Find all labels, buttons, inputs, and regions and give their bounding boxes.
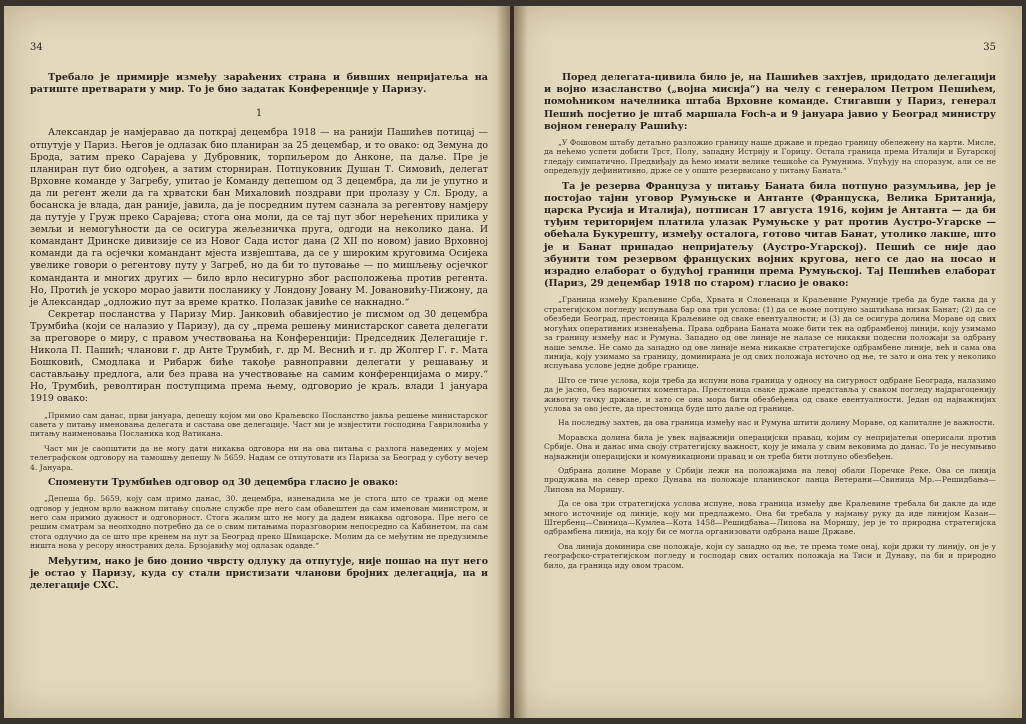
right-quote: На последњу захтев, да ова граница између нас и Румуна штити долину Мораве, од капиталне је важности.	[558, 418, 995, 428]
left-quote: „Примио сам данас, први јануара, депешу којом ми ово Краљевско Посланство јавља решење министарског савета у питању именовања делегата и састава ове делегације. Част ми је извјестити господина Гавриловића у питању наименовања Посланика код Ватикана.	[30, 410, 488, 439]
right-page-content	[544, 42, 996, 575]
right-quote: Моравска долина била је увек најважнији операцијски правац, којим су непријатељи оперисали против Србије. Она и данас има своју стратегијску важност, коју је имала у свим вековима до данас. То је несумњиво најважнији операцијски и комуникациони правац и он треба бити потпуно обезбеђен.	[544, 432, 996, 461]
left-paragraph-spomenuti: Споменути Трумбићев одговор од 30 децембра гласио је овако:	[48, 477, 399, 488]
right-page-number: 35	[983, 42, 996, 53]
left-intro-paragraph: Требало је примирје између зараћених страна и бивших непријатеља на ратиште претварати у мир. То је био задатак Конференције у Паризу.	[30, 72, 488, 96]
left-paragraph: Секретар посланства у Паризу Мир. Јанковић обавијестио је писмом од 30 децембра Трумбића (који се налазио у Паризу), да су „према решењу министарског савета делегати за преговоре о миру, с правом учествовања на Конференцији: Председник Делегације г. Никола П. Пашић; чланови г. др Анте Трумбић, г. др М. Веснић и г. др Жолгер Г. г. Мата Бошковић, Смодлака и Рибарж биће такође равноправни делегати у решавању и састављању предлога, али без права на учествовање на самим конференцијама о миру.“ Но, Трумбић, револтиран поступцима према њему, одговорио је краљ. влади 1 јануара 1919 овако:	[30, 308, 488, 405]
book-gutter	[496, 6, 528, 718]
right-quote: Ова линија доминира све положаје, који су западно од ње, те према томе онај, који држи ту линију, он је у географско-стратегијском погледу и господар свих осталих положаја на Тиси и Дунаву, па би и природно било, да граница иду овом трасом.	[544, 541, 996, 570]
right-page	[514, 6, 1022, 718]
right-quote: Да се ова три стратегијска услова испуне, нова граница између две Краљевине требала би дакле да иде многo источније од линије, коју ми предлажемо. Она би требала у најмању руку да иде линијом Казан—Штербенц—Свиница—Кумлеа—Кота 1458—Решидбања—Липова на Моришу, јер је то природна стратегијска одбрамбена линија, на коју би се могла организовати одбрана наше Државе.	[544, 499, 996, 537]
left-quote: „Депеша бр. 5659, коју сам примо данас, 30. децембра, изненадила ме је стога што се тражи од мене одговор у једном врло важном питању спољне службе пре него сам обавештен да сам именован министром, и него сам примио дужност и одговорност. Стога жалим што не могу да дадем никаква одговора. Пре него се решим сматрам за неопходно потребно да се о свим питањима поразговорим непосредно са Кабинетом, па сам стога одлучио да се што пре кренем на пут за Београд преко Швицарске. Молим да се међутим не предузимље ништа нова у ресору иностраних дела. Брзојавићу мој одлазак одавде.“	[30, 494, 488, 551]
left-closing-paragraph: Међутим, нако је био донио чврсту одлуку да отпутује, није пошао на пут него је остао у Паризу, куда су стали пристизати чланови бројних делегација, па и делегације СХС.	[30, 555, 488, 591]
right-quote: Што се тиче услова, који треба да испуни нова граница у односу на сигурност одбране Београда, налазимо да је јасно, без нарочитих коментара. Престоница сваке државе представља у сваком погледу најдрагоцениjу животну тачку државе, и зато се она мора бити обезбеђена од сваке евентуалности. Један од најважнијих услова за ово јесте, да престоница буде што даље од границе.	[544, 375, 996, 413]
left-page-content	[30, 42, 488, 592]
right-quote: Одбрана долине Мораве у Србији лежи на положајима на левој обали Поречке Реке. Ова се линија продужава на север преко Дунава на положаје планинског ланца Ветерани—Свиница Мр.—Решидбања—Липова на Моришу.	[544, 465, 996, 494]
left-paragraph: Александар је намјеравао да поткрај децембра 1918 — на ранији Пашићев потицај — отпутује у Париз. Његов је одлазак био планиран за 25 децембар, и то овако: од Земуна до Брода, затим преко Сарајева у Дубровник, торпиљером до Анконе, па даље. Пре је планиран пут био одгођен, а затим сторниран. Потпуковник Душан Т. Симовић, делегат Врховне команде у Загребу, упитао је Команду депешом од 3 децембра, да ли је упутно и да ли регент жели да га хрватски бан Михаловић поздрави при пролазу у Сл. Броду, а босанска је влада, дан раније, јавила, да је посредним путем сазнала за регентову намјеру да путује у Груж преко Сарајева; стога она моли, да се тај пут због нерећених прилика у земљи и немогућности да се осигура жељезничка пруга, одгоди на неколико дана. И командант Дринске дивизије се из Новог Сада истог дана (2 XII по новом) јавио Врховној команди да га осјечки командант мјеста извјештава, да се у широким круговима Осијека увелике говори о регентову путу у Загреб, но да би то путовање — по мишљењу осјечког команданта и многих других — било врло несигурно због расположења против регента. Но, Протић је ускоро морао јавити посланику у Лондону Јовану М. Јовановићу-Пижону, да је Александар „одложио пут за време кратко. Полазак јавиће се накнадно.“	[30, 127, 488, 308]
right-bold-paragraph: Та је резерва Француза у питању Баната била потпуно разумљива, јер је постојао тајни уговор Румуњске и Антанте (Француска, Велика Британија, царска Русија и Италија), потписан 17 августа 1916, којим је Антанта — да би туђим територијем платила улазак Румуњске у рат против Аустро-Угарске — обећала Букурешту, између осталога, готово читав Банат, утолико лакше, што је и Банат припадао непријатељу (Аустро-Угарској). Пешић се није дао збунити том резервом француских војних кругова, него се дао на посао и израдио елаборат о будућој граници према Румуњској. Тај Пешићев елаборат (Париз, 29 децембар 1918 по старом) гласио је овако:	[544, 180, 996, 290]
right-quote: „Граница између Краљевине Срба, Хрвата и Словенаца и Краљевине Румуније треба да буде таква да у стратегијском погледу испуњава бар ова три услова: (1) да се њоме потпуно заштићава низак Банат; (2) да се обезбеди Београд, престоница Краљевине од сваке евентуалности; и (3) да се осигура долина Мораве од свих могућих оперативних изненађења. Права одбрана Баната може бити тек на одбрамбеној линији, коју узимамо за границу између нас и Румуна. Западно од ове линије не налазе се никакви подесни положаји за одбрану наше земље. Не само да западно од ове линије нема никакве стратегијске одбрамбене линије, већ и сама ова линија, коју узимамо за границу, доминирана је од свих положаја источно од ње, те зато и она тек у неколико испуњава услове једне добре границе.	[544, 295, 996, 371]
section-number: 1	[255, 108, 263, 120]
right-quote: „У Фошовом штабу детаљно разложио границу наше државе и предао границу обележену на карти. Мисле, да нећемо успети добити Трст, Полу, западну Истрију и Горицу. Остала граница према Италији и Бугарској гледају симпатично. Предвиђају да ћемо имати велике тешкоће са Румунима. Упућују на споразум, али се не опредељују дефинитивно, држе се у опште резервисано у питању Баната.“	[544, 138, 996, 176]
left-page	[4, 6, 510, 718]
right-intro-paragraph: Поред делегата-цивила било је, на Пашићев захтјев, придодато делегацији и војно изасланство („војна мисија“) на челу с генералом Петром Пешићем, помоћником начелника штаба Врховне команде. Стигавши у Париз, генерал Пешић посјетио је штаб маршала Foch-а и 9 јануара јавио у Београд министру војном генералу Рашићу:	[544, 72, 996, 132]
left-quote: Част ми је саопштити да не могу дати никаква одговора ни на ова питања с разлога наведених у мојем телеграфском одговору на тамошњу депешу № 5659. Надам се отпутовати из Париза за Београд у суботу вечер 4. Јануара.	[30, 443, 488, 472]
left-page-number: 34	[30, 42, 43, 53]
